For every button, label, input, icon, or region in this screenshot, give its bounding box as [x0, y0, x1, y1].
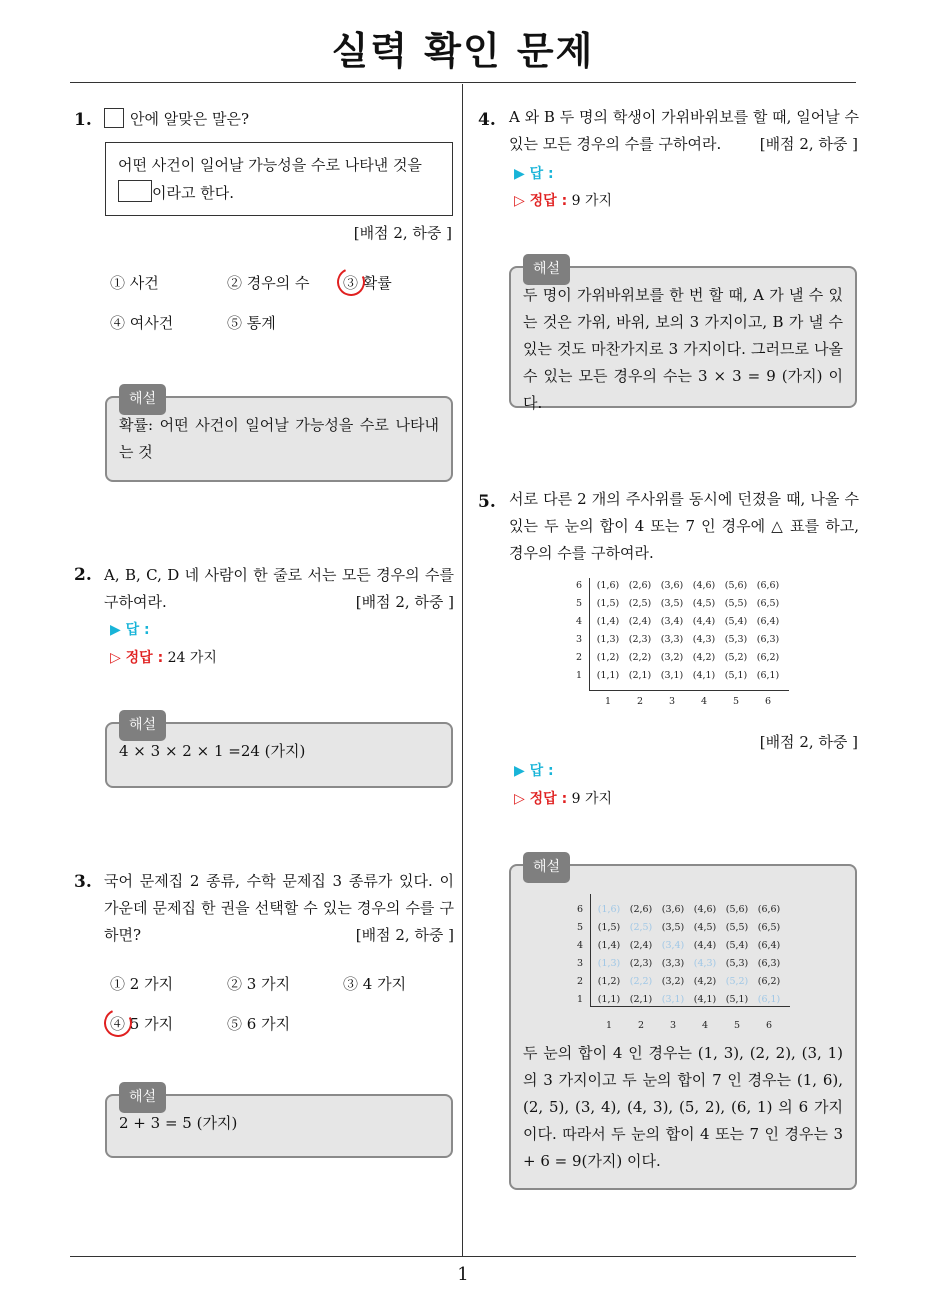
grid-cell: (2,6)	[629, 904, 653, 915]
q4-correct-label: ▷ 정답 :	[514, 193, 568, 209]
grid-cell: (6,6)	[756, 580, 780, 591]
grid-cell: (4,5)	[693, 922, 717, 933]
grid-x-label: 4	[700, 696, 708, 707]
grid-cell: (2,6)	[628, 580, 652, 591]
q4-answer-label: ▶ 답 :	[514, 166, 554, 182]
q2-answer-label: ▶ 답 :	[110, 622, 150, 638]
q1-box-line1: 어떤 사건이 일어날 가능성을 수로 나타낸 것을	[118, 156, 422, 174]
grid-cell: (5,3)	[725, 958, 749, 969]
grid-cell: (3,2)	[660, 652, 684, 663]
grid-x-axis	[589, 690, 789, 691]
grid-cell: (3,3)	[660, 634, 684, 645]
grid-cell: (1,4)	[596, 616, 620, 627]
grid-x-label: 6	[765, 1020, 773, 1031]
grid-cell: (6,4)	[757, 940, 781, 951]
grid-cell: (3,4)	[660, 616, 684, 627]
q1-score-row	[104, 220, 452, 247]
q1-choice-3[interactable]: ③ 확률	[343, 274, 392, 292]
q1-choice-5[interactable]: ⑤ 통계	[227, 314, 276, 332]
q3-number: 3.	[74, 872, 92, 892]
grid-cell: (4,1)	[692, 670, 716, 681]
grid-cell: (4,4)	[693, 940, 717, 951]
grid-cell: (1,6)	[596, 580, 620, 591]
grid-cell: (6,5)	[756, 598, 780, 609]
grid-y-label: 4	[576, 940, 583, 951]
grid-cell: (3,5)	[661, 922, 685, 933]
q2-explanation-tag: 해설	[119, 710, 166, 741]
grid-cell: (4,3)	[693, 958, 717, 969]
q1-answer-circle-mark	[333, 264, 369, 300]
grid-cell: (1,5)	[597, 922, 621, 933]
grid-cell: (5,1)	[725, 994, 749, 1005]
q4-explanation-text: 두 명이 가위바위보를 한 번 할 때, A 가 낼 수 있는 것은 가위, 바위, 보의 3 가지이고, B 가 낼 수 있는 것도 마찬가지로 3 가지이다. 그러므로 나올 수 있는 모든 경우의 수는 3 × 3 = 9 (가지) 이다.	[523, 286, 843, 412]
q1-definition-box	[105, 142, 453, 216]
q5-correct-label: ▷ 정답 :	[514, 791, 568, 807]
grid-y-label: 1	[575, 670, 582, 681]
grid-x-label: 3	[669, 1020, 677, 1031]
grid-cell: (2,2)	[629, 976, 653, 987]
top-rule	[70, 82, 856, 83]
grid-cell: (2,3)	[628, 634, 652, 645]
grid-cell: (4,2)	[692, 652, 716, 663]
q2-explanation-box	[105, 717, 453, 788]
grid-y-label: 6	[575, 580, 582, 591]
grid-cell: (4,3)	[692, 634, 716, 645]
q4-correct-line	[514, 187, 612, 215]
grid-x-label: 4	[701, 1020, 709, 1031]
grid-cell: (4,6)	[692, 580, 716, 591]
grid-cell: (2,1)	[629, 994, 653, 1005]
q2-correct-line	[110, 644, 217, 672]
grid-cell: (3,6)	[661, 904, 685, 915]
q1-choice-4[interactable]: ④ 여사건	[110, 314, 174, 332]
q4-explanation-box	[509, 261, 857, 412]
bottom-rule	[70, 1256, 856, 1257]
grid-cell: (1,5)	[596, 598, 620, 609]
q5-explanation-box	[509, 859, 857, 1190]
q1-box-line2	[118, 179, 440, 207]
grid-y-label: 2	[576, 976, 583, 987]
q4-answer-line	[514, 160, 554, 188]
q1-stem	[104, 106, 454, 133]
grid-cell: (5,6)	[725, 904, 749, 915]
q5-explanation-tag: 해설	[523, 852, 570, 883]
grid-cell: (6,6)	[757, 904, 781, 915]
q5-explanation-text: 두 눈의 합이 4 인 경우는 (1, 3), (2, 2), (3, 1) 의 3 가지이고 두 눈의 합이 7 인 경우는 (1, 6), (2, 5), (3, 4), (4, 3), (5, 2), (6, 1) 의 6 가지이다. 따라서 두 눈의 합이 4 또는 7 인 경우는 3 + 6 = 9(가지) 이다.	[523, 1044, 843, 1170]
q2-score-row	[104, 589, 454, 616]
q5-score: [배점 2, 하중 ]	[759, 733, 858, 751]
column-divider	[462, 84, 463, 1256]
q2-score: [배점 2, 하중 ]	[355, 593, 454, 611]
q5-score-row	[680, 729, 858, 756]
q1-box-line2-text: 이라고 한다.	[152, 184, 234, 202]
q4-score: [배점 2, 하중 ]	[759, 135, 858, 153]
q1-blank-square	[104, 108, 124, 128]
grid-cell: (5,4)	[724, 616, 748, 627]
q4-explanation-tag: 해설	[523, 254, 570, 285]
grid-cell: (5,6)	[724, 580, 748, 591]
q5-correct-line	[514, 785, 612, 813]
grid-cell: (1,2)	[597, 976, 621, 987]
grid-cell: (6,2)	[756, 652, 780, 663]
grid-cell: (6,1)	[756, 670, 780, 681]
q3-stem: 국어 문제집 2 종류, 수학 문제집 3 종류가 있다. 이 가운데 문제집 한 권을 선택할 수 있는 경우의 수를 구하면?	[104, 872, 454, 944]
q2-correct-value: 24 가지	[167, 650, 217, 666]
q3-choice-4[interactable]: ④ 5 가지	[110, 1015, 174, 1033]
q1-answer-blank	[118, 180, 152, 202]
grid-cell: (4,6)	[693, 904, 717, 915]
grid-cell: (3,5)	[660, 598, 684, 609]
grid-y-label: 5	[576, 922, 583, 933]
grid-cell: (1,1)	[597, 994, 621, 1005]
q3-choice-5[interactable]: ⑤ 6 가지	[227, 1015, 291, 1033]
grid-cell: (5,5)	[724, 598, 748, 609]
grid-y-axis	[589, 578, 590, 690]
grid-cell: (5,2)	[724, 652, 748, 663]
grid-cell: (5,1)	[724, 670, 748, 681]
grid-cell: (2,2)	[628, 652, 652, 663]
q1-number: 1.	[74, 110, 92, 130]
q1-explanation-tag: 해설	[119, 384, 166, 415]
grid-cell: (5,5)	[725, 922, 749, 933]
q3-explanation-text: 2 + 3 = 5 (가지)	[119, 1114, 238, 1132]
grid-cell: (3,1)	[660, 670, 684, 681]
q5-answer-line	[514, 757, 554, 785]
grid-cell: (6,3)	[757, 958, 781, 969]
grid-cell: (1,3)	[596, 634, 620, 645]
grid-cell: (2,5)	[628, 598, 652, 609]
q3-choice-2[interactable]: ② 3 가지	[227, 975, 291, 993]
grid-x-label: 5	[732, 696, 740, 707]
grid-cell: (1,2)	[596, 652, 620, 663]
grid-x-label: 1	[604, 696, 612, 707]
grid-y-label: 3	[575, 634, 582, 645]
grid-cell: (3,3)	[661, 958, 685, 969]
grid-x-label: 6	[764, 696, 772, 707]
grid-y-label: 4	[575, 616, 582, 627]
q5-stem: 서로 다른 2 개의 주사위를 동시에 던졌을 때, 나올 수 있는 두 눈의 합이 4 또는 7 인 경우에 △ 표를 하고, 경우의 수를 구하여라.	[509, 490, 859, 562]
grid-x-label: 2	[637, 1020, 645, 1031]
q2-correct-label: ▷ 정답 :	[110, 650, 164, 666]
grid-cell: (4,5)	[692, 598, 716, 609]
q1-stem-text: 안에 알맞은 말은?	[130, 110, 250, 128]
grid-cell: (5,4)	[725, 940, 749, 951]
q5-number: 5.	[478, 492, 496, 512]
q2-stem: A, B, C, D 네 사람이 한 줄로 서는 모든 경우의 수를 구하여라.	[104, 566, 454, 611]
q5-explanation-grid-area	[523, 880, 843, 1040]
grid-cell: (5,2)	[725, 976, 749, 987]
q3-choice-1[interactable]: ① 2 가지	[110, 975, 174, 993]
grid-cell: (1,3)	[597, 958, 621, 969]
q4-score-row	[680, 131, 858, 158]
q3-score-row	[104, 922, 454, 949]
grid-y-label: 1	[576, 994, 583, 1005]
grid-x-label: 3	[668, 696, 676, 707]
grid-y-axis	[590, 894, 591, 1006]
grid-x-label: 2	[636, 696, 644, 707]
grid-cell: (4,2)	[693, 976, 717, 987]
grid-cell: (3,1)	[661, 994, 685, 1005]
grid-cell: (2,4)	[628, 616, 652, 627]
grid-x-label: 1	[605, 1020, 613, 1031]
grid-cell: (6,1)	[757, 994, 781, 1005]
q2-answer-line	[110, 616, 150, 644]
q1-choice-2[interactable]: ② 경우의 수	[227, 274, 310, 292]
page-title: 실력 확인 문제	[331, 29, 595, 73]
grid-cell: (5,3)	[724, 634, 748, 645]
grid-cell: (6,4)	[756, 616, 780, 627]
q5-answer-label: ▶ 답 :	[514, 763, 554, 779]
q3-score: [배점 2, 하중 ]	[355, 926, 454, 944]
grid-cell: (3,2)	[661, 976, 685, 987]
q3-explanation-tag: 해설	[119, 1082, 166, 1113]
grid-cell: (4,4)	[692, 616, 716, 627]
grid-cell: (2,1)	[628, 670, 652, 681]
grid-cell: (2,5)	[629, 922, 653, 933]
q2-explanation-text: 4 × 3 × 2 × 1 =24 (가지)	[119, 742, 306, 760]
q1-score: [배점 2, 하중 ]	[353, 224, 452, 242]
q1-explanation-text: 확률: 어떤 사건이 일어날 가능성을 수로 나타내는 것	[119, 416, 439, 461]
q3-answer-circle-mark	[100, 1005, 136, 1041]
grid-cell: (3,4)	[661, 940, 685, 951]
grid-cell: (3,6)	[660, 580, 684, 591]
q4-stem: A 와 B 두 명의 학생이 가위바위보를 할 때, 일어날 수 있는 모든 경우의 수를 구하여라.	[509, 108, 859, 153]
q5-correct-value: 9 가지	[571, 791, 613, 807]
grid-y-label: 5	[575, 598, 582, 609]
grid-cell: (1,6)	[597, 904, 621, 915]
grid-cell: (2,4)	[629, 940, 653, 951]
grid-cell: (4,1)	[693, 994, 717, 1005]
grid-cell: (6,5)	[757, 922, 781, 933]
grid-y-label: 2	[575, 652, 582, 663]
grid-cell: (1,4)	[597, 940, 621, 951]
grid-cell: (6,3)	[756, 634, 780, 645]
q5-explanation-dice-grid	[573, 894, 793, 1031]
grid-cell: (2,3)	[629, 958, 653, 969]
q2-number: 2.	[74, 565, 92, 585]
q4-number: 4.	[478, 110, 496, 130]
grid-x-label: 5	[733, 1020, 741, 1031]
q4-correct-value: 9 가지	[571, 193, 613, 209]
q1-explanation-box	[105, 391, 453, 482]
q3-choice-3[interactable]: ③ 4 가지	[343, 975, 407, 993]
grid-y-label: 3	[576, 958, 583, 969]
grid-y-label: 6	[576, 904, 583, 915]
grid-cell: (6,2)	[757, 976, 781, 987]
page-number: 1	[457, 1264, 469, 1285]
grid-cell: (1,1)	[596, 670, 620, 681]
q5-dice-grid	[572, 578, 792, 708]
q1-choice-1[interactable]: ① 사건	[110, 274, 159, 292]
q3-explanation-box	[105, 1089, 453, 1158]
